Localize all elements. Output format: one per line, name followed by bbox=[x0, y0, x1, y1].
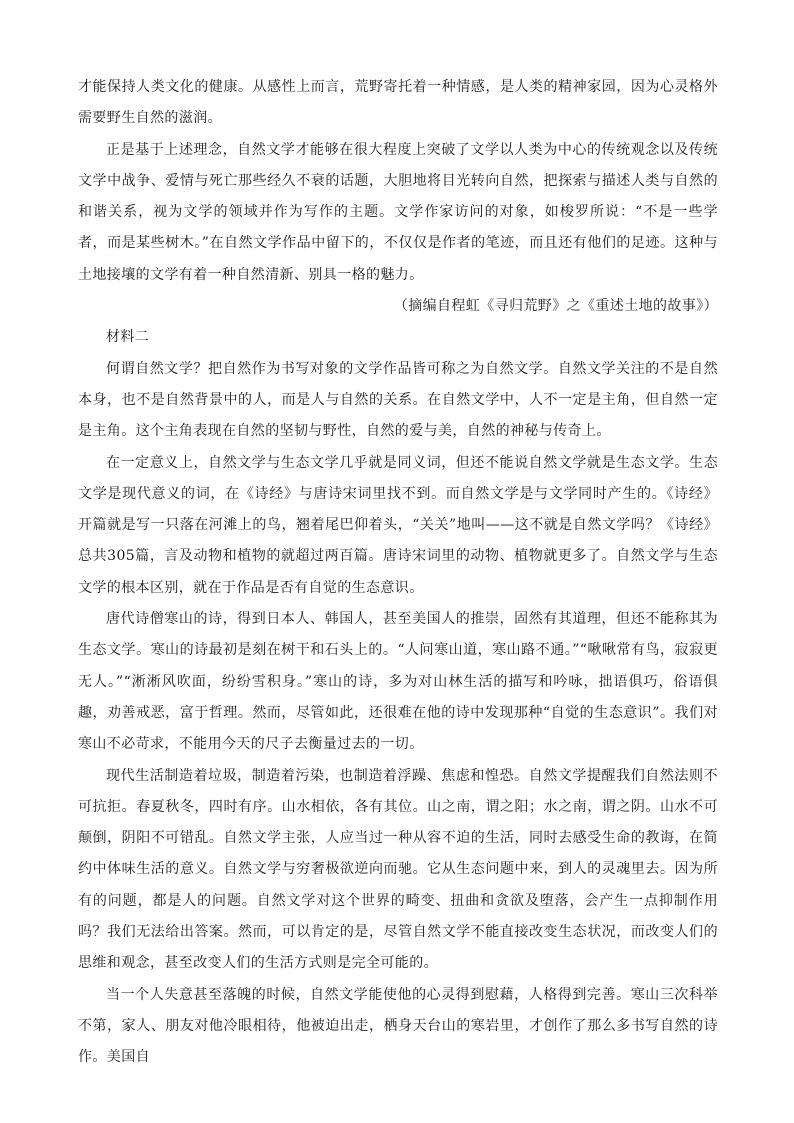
paragraph-continued: 才能保持人类文化的健康。从感性上而言，荒野寄托着一种情感，是人类的精神家园，因为心灵格外需要野生自然的滋润。 bbox=[78, 79, 718, 127]
paragraph: 正是基于上述理念，自然文学才能够在很大程度上突破了文学以人类为中心的传统观念以及传统文学中战争、爱情与死亡那些经久不衰的话题，大胆地将目光转向自然，把探索与描述人类与自然的和谐关系，视为文学的领域并作为写作的主题。文学作家访问的对象，如梭罗所说：“不是一些学者，而是某些树木。”在自然文学作品中留下的，不仅仅是作者的笔迹，而且还有他们的足迹。这种与土地接壤的文学有着一种自然清新、别具一格的魅力。 bbox=[78, 141, 718, 283]
source-citation: （摘编自程虹《寻归荒野》之《重述土地的故事》） bbox=[393, 298, 718, 315]
document-page bbox=[78, 72, 718, 1074]
section-heading: 材料二 bbox=[106, 329, 150, 346]
paragraph: 唐代诗僧寒山的诗，得到日本人、韩国人，甚至美国人的推崇，固然有其道理，但还不能称其为生态文学。寒山的诗最初是刻在树干和石头上的。“人问寒山道，寒山路不通。”“啾啾常有鸟，寂寂更无人。”“淅淅风吹面，纷纷雪积身。”寒山的诗，多为对山林生活的描写和吟咏，拙语俱巧，俗语俱趣，劝善戒恶，富于哲理。然而，尽管如此，还很难在他的诗中发现那种“自觉的生态意识”。我们对寒山不必苛求，不能用今天的尺子去衡量过去的一切。 bbox=[78, 611, 718, 753]
paragraph: 当一个人失意甚至落魄的时候，自然文学能使他的心灵得到慰藉，人格得到完善。寒山三次科举不第，家人、朋友对他冷眼相待，他被迫出走，栖身天台山的寒岩里，才创作了那么多书写自然的诗作。美国自 bbox=[78, 986, 718, 1066]
paragraph: 现代生活制造着垃圾，制造着污染，也制造着浮躁、焦虑和惶恐。自然文学提醒我们自然法则不可抗拒。春夏秋冬，四时有序。山水相依，各有其位。山之南，谓之阳；水之南，谓之阴。山水不可颠倒，阴阳不可错乱。自然文学主张，人应当过一种从容不迫的生活，同时去感受生命的教诲，在简约中体味生活的意义。自然文学与穷奢极欲逆向而驰。它从生态问题中来，到人的灵魂里去。因为所有的问题，都是人的问题。自然文学对这个世界的畸变、扭曲和贪欲及堕落，会产生一点抑制作用吗？我们无法给出答案。然而，可以肯定的是，尽管自然文学不能直接改变生态状况，而改变人们的思维和观念，甚至改变人们的生活方式则是完全可能的。 bbox=[78, 767, 718, 972]
paragraph: 何谓自然文学？把自然作为书写对象的文学作品皆可称之为自然文学。自然文学关注的不是自然本身，也不是自然背景中的人，而是人与自然的关系。在自然文学中，人不一定是主角，但自然一定是主角。这个主角表现在自然的坚韧与野性，自然的爱与美，自然的神秘与传奇上。 bbox=[78, 360, 718, 440]
paragraph: 在一定意义上，自然文学与生态文学几乎就是同义词，但还不能说自然文学就是生态文学。生态文学是现代意义的词，在《诗经》与唐诗宋词里找不到。而自然文学是与文学同时产生的。《诗经》开篇就是写一只落在河滩上的鸟，翘着尾巴仰着头，“关关”地叫——这不就是自然文学吗？《诗经》总共305篇，言及动物和植物的就超过两百篇。唐诗宋词里的动物、植物就更多了。自然文学与生态文学的根本区别，就在于作品是否有自觉的生态意识。 bbox=[78, 454, 718, 596]
